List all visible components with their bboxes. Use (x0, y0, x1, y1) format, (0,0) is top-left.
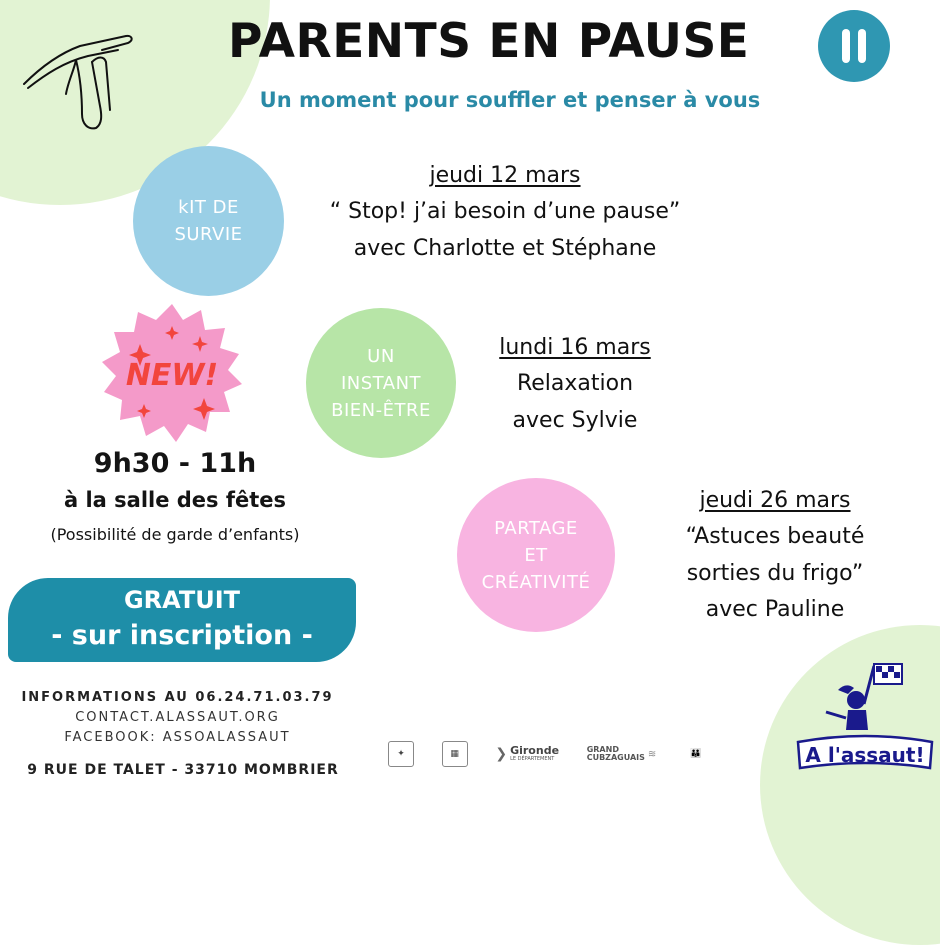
theme-line: CRÉATIVITÉ (481, 571, 591, 593)
theme-circle-partage-creativite (457, 478, 615, 632)
theme-line: PARTAGE (494, 517, 578, 539)
session-1-details (290, 158, 720, 267)
partner-logos (388, 735, 708, 773)
session-title: “Astuces beauté (685, 524, 865, 550)
theme-circle-kit-de-survie (133, 146, 284, 296)
free-registration-banner (8, 578, 356, 662)
session-host: avec Pauline (705, 596, 845, 622)
gironde-subtitle: LE DÉPARTEMENT (510, 756, 555, 763)
session-date: lundi 16 mars (499, 335, 651, 360)
page-subtitle: Un moment pour souffler et penser à vous (259, 88, 761, 112)
grand-cubzaguais-line2: CUBZAGUAIS (586, 753, 645, 762)
pause-icon (818, 10, 890, 82)
session-title-cont: sorties du frigo” (686, 560, 864, 586)
partner-logo-prefecture (388, 741, 414, 767)
event-venue: à la salle des fêtes (63, 488, 287, 512)
theme-line: UN (367, 345, 395, 367)
republic-emblem-icon: ✦ (388, 741, 414, 767)
session-host: avec Sylvie (512, 407, 638, 433)
free-label: GRATUIT (123, 586, 241, 614)
theme-line: BIEN-ÊTRE (331, 399, 431, 421)
session-date: jeudi 26 mars (699, 488, 851, 513)
phone-line: INFORMATIONS AU 06.24.71.03.79 (21, 690, 334, 705)
theme-line: kIT DE (178, 197, 239, 218)
hands-time-out-icon (18, 26, 138, 138)
session-title: Relaxation (516, 371, 634, 397)
session-3-details (640, 483, 910, 628)
event-time: 9h30 - 11h (93, 448, 257, 479)
new-badge (100, 302, 244, 446)
website-link[interactable]: CONTACT.ALASSAUT.ORG (75, 710, 280, 726)
session-title: “ Stop! j’ai besoin d’une pause” (329, 199, 681, 225)
gironde-name: Gironde (510, 744, 560, 758)
registration-label: - sur inscription - (51, 620, 313, 651)
address: 9 RUE DE TALET - 33710 MOMBRIER (27, 762, 339, 778)
grand-cubzaguais-line1: GRAND (586, 744, 619, 754)
partner-logo-msa (442, 741, 468, 767)
session-date: jeudi 12 mars (429, 163, 581, 188)
partner-logo-family-network (684, 742, 708, 766)
wave-icon: ≋ (647, 748, 657, 760)
theme-line: INSTANT (340, 372, 422, 394)
association-logo (790, 660, 940, 780)
facebook-link[interactable]: FACEBOOK: ASSOALASSAUT (64, 730, 291, 746)
session-2-details (465, 330, 685, 439)
session-host: avec Charlotte et Stéphane (353, 235, 657, 261)
badge-text: NEW! (125, 358, 219, 393)
partner-logo-grand-cubzaguais (587, 746, 657, 763)
theme-line: SURVIE (174, 224, 243, 245)
partner-logo-gironde (495, 745, 559, 763)
association-logo-text: A l'assaut! (805, 743, 925, 767)
theme-line: ET (524, 544, 548, 566)
character-icon (826, 685, 868, 730)
msa-emblem-icon: ▦ (442, 741, 468, 767)
childcare-note: (Possibilité de garde d’enfants) (50, 525, 300, 544)
flag-icon (864, 664, 902, 704)
gironde-mark-icon: ❯ (495, 746, 508, 762)
theme-circle-instant-bien-etre (306, 308, 456, 458)
family-figures-icon: 👪 (690, 749, 702, 759)
contact-info (20, 688, 335, 748)
page-title: PARENTS EN PAUSE (228, 14, 750, 69)
